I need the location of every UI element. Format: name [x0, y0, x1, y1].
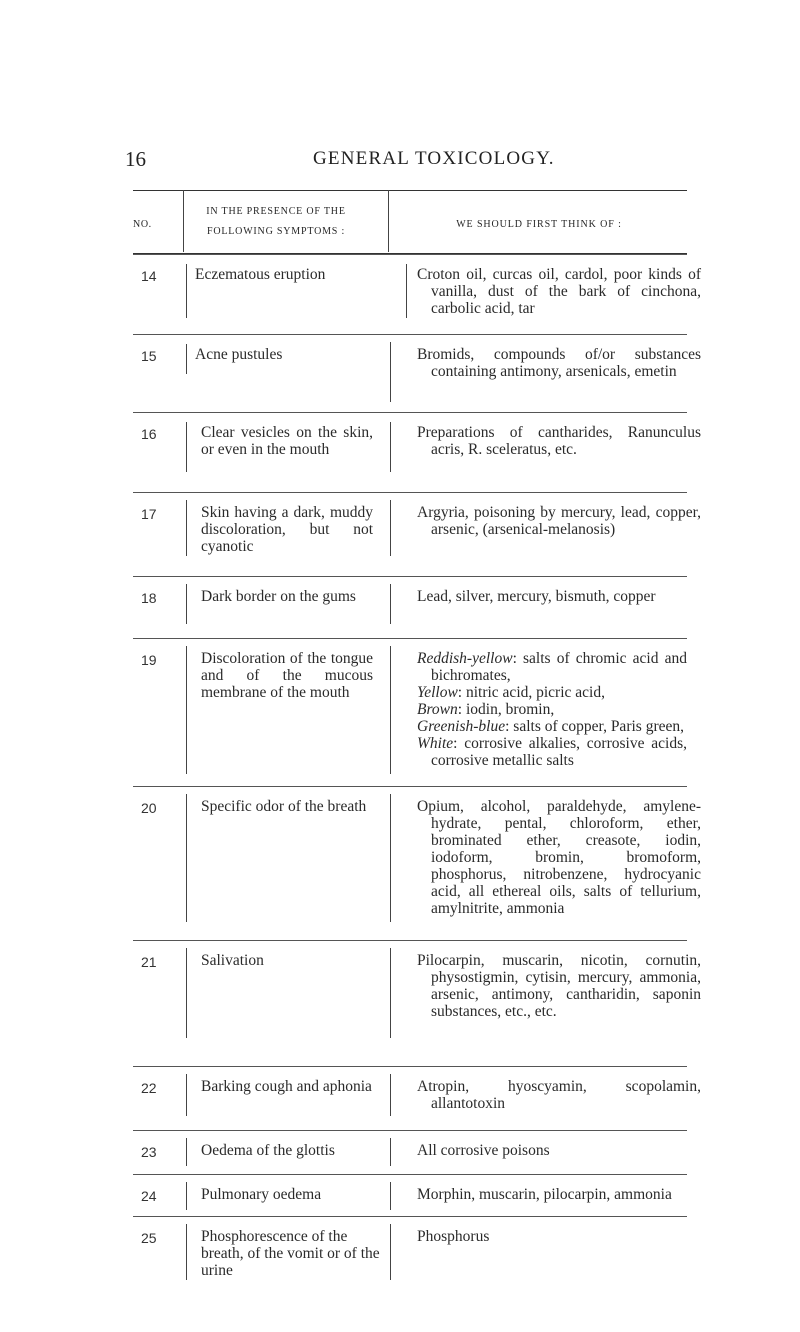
agent-line: Reddish-yellow: salts of chromic acid and bichromates, [417, 650, 688, 684]
row-agents: Croton oil, curcas oil, cardol, poor kinds of vanilla, dust of the bark of cinchona, carbolic acid, tar [417, 266, 701, 317]
header-symptoms-line1: IN THE PRESENCE OF THE [206, 206, 346, 217]
agent-color-label: Yellow [417, 684, 458, 701]
row-rule [133, 412, 687, 413]
agent-color-label: Greenish-blue [417, 718, 506, 735]
row-divider-right [390, 584, 391, 624]
row-number: 20 [141, 800, 157, 816]
table-row [133, 1130, 687, 1174]
row-agents: Bromids, compounds of/or substances containing antimony, arsenicals, emetin [417, 346, 701, 380]
agent-line: Brown: iodin, bromin, [417, 701, 555, 718]
row-divider-right [390, 794, 391, 922]
row-agents [417, 650, 687, 769]
row-rule [133, 334, 687, 335]
row-divider-right [390, 1182, 391, 1210]
row-number: 24 [141, 1188, 157, 1204]
row-divider-right [406, 264, 407, 318]
table-row [133, 576, 687, 638]
running-title: GENERAL TOXICOLOGY. [313, 148, 555, 169]
agent-text: salts of copper, Paris green, [513, 718, 684, 735]
row-rule [133, 492, 687, 493]
row-divider-right [390, 646, 391, 774]
row-symptom: Eczematous eruption [195, 266, 326, 283]
row-agents: Argyria, poisoning by mercury, lead, copper, arsenic, (arsenical-melanosis) [417, 504, 701, 538]
agent-text: nitric acid, picric acid, [465, 684, 605, 701]
agent-color-label: White [417, 735, 454, 752]
row-divider-left [186, 1224, 187, 1280]
row-number: 22 [141, 1080, 157, 1096]
row-symptom: Salivation [201, 952, 264, 969]
row-divider-left [186, 500, 187, 556]
row-number: 21 [141, 954, 157, 970]
row-rule [133, 254, 687, 255]
row-symptom: Acne pustules [195, 346, 283, 363]
header-think: WE SHOULD FIRST THINK OF : [456, 219, 622, 230]
row-divider-right [390, 422, 391, 472]
agent-text: corrosive alkalies, corrosive acids, corrosive metallic salts [431, 735, 687, 769]
table-row [133, 334, 701, 412]
row-symptom: Barking cough and aphonia [201, 1078, 372, 1095]
row-rule [133, 576, 687, 577]
row-divider-left [186, 422, 187, 472]
row-divider-left [186, 646, 187, 774]
row-symptom: Dark border on the gums [201, 588, 356, 605]
table-row [133, 1066, 701, 1130]
row-divider-left [186, 584, 187, 624]
row-agents: Lead, silver, mercury, bismuth, copper [417, 588, 656, 605]
row-number: 19 [141, 652, 157, 668]
row-symptom: Oedema of the glottis [201, 1142, 335, 1159]
row-rule [133, 1174, 687, 1175]
row-symptom: Specific odor of the breath [201, 798, 367, 815]
row-number: 15 [141, 348, 157, 364]
row-agents: Preparations of cantharides, Ranunculus acris, R. sceleratus, etc. [417, 424, 701, 458]
row-divider-left [186, 794, 187, 922]
agent-text: iodin, bromin, [465, 701, 555, 718]
row-divider-left [186, 264, 187, 318]
row-divider-left [186, 1182, 187, 1210]
table-row [133, 940, 701, 1066]
row-divider-left [186, 1074, 187, 1116]
row-divider-left [186, 948, 187, 1038]
row-divider-right [390, 500, 391, 556]
row-number: 18 [141, 590, 157, 606]
row-divider-right [390, 1224, 391, 1280]
row-symptom: Clear vesicles on the skin, or even in the mouth [201, 424, 373, 458]
row-rule [133, 786, 687, 787]
table-row [133, 492, 701, 576]
running-head [0, 147, 800, 177]
row-rule [133, 1216, 687, 1217]
row-divider-right [390, 948, 391, 1038]
row-number: 23 [141, 1144, 157, 1160]
row-agents: Phosphorus [417, 1228, 490, 1245]
row-symptom: Discoloration of the tongue and of the mucous membrane of the mouth [201, 650, 373, 701]
row-agents: Atropin, hyoscyamin, scopolamin, allantotoxin [417, 1078, 701, 1112]
header-divider-left [183, 190, 184, 252]
table-row [133, 1216, 687, 1286]
row-symptom: Pulmonary oedema [201, 1186, 322, 1203]
table-row [133, 1174, 687, 1216]
agent-line: Greenish-blue: salts of copper, Paris green, [417, 718, 684, 735]
row-number: 16 [141, 426, 157, 442]
table-row [133, 412, 701, 492]
page-number: 16 [125, 147, 146, 171]
row-agents: Pilocarpin, muscarin, nicotin, cornutin, physostigmin, cytisin, mercury, ammonia, arsenic, antimony, cantharidin, saponin substances, etc., etc. [417, 952, 701, 1020]
row-agents: Opium, alcohol, paraldehyde, amylene-hydrate, pental, chloroform, ether, brominated ether, creasote, iodin, iodoform, bromin, bromoform, phosphorus, nitrobenzene, hydrocyanic acid, all ethereal oils, salts of tellurium, amylnitrite, ammonia [417, 798, 701, 917]
agent-color-label: Reddish-yellow [417, 650, 513, 667]
row-number: 14 [141, 268, 157, 284]
row-symptom: Phosphorescence of the breath, of the vomit or of the urine [201, 1228, 380, 1279]
row-rule [133, 1130, 687, 1131]
agent-line: Yellow: nitric acid, picric acid, [417, 684, 605, 701]
agent-color-label: Brown [417, 701, 458, 718]
row-divider-left [186, 1138, 187, 1166]
row-rule [133, 638, 687, 639]
row-divider-right [390, 1138, 391, 1166]
header-symptoms-line2: FOLLOWING SYMPTOMS : [206, 226, 346, 237]
agent-text: salts of chromic acid and bichromates, [431, 650, 688, 684]
row-symptom: Skin having a dark, muddy discoloration, but not cyanotic [201, 504, 373, 555]
row-divider-right [390, 342, 391, 402]
header-divider-right [388, 190, 389, 252]
table-row [133, 786, 701, 940]
row-divider-left [186, 344, 187, 374]
row-rule [133, 940, 687, 941]
table-header [133, 202, 687, 248]
header-symptoms [186, 202, 366, 242]
row-agents: Morphin, muscarin, pilocarpin, ammonia [417, 1186, 672, 1203]
row-rule [133, 1066, 687, 1067]
row-number: 17 [141, 506, 157, 522]
header-no: NO. [133, 219, 152, 230]
table-top-rule [133, 190, 687, 191]
row-agents: All corrosive poisons [417, 1142, 550, 1159]
table-row [133, 254, 701, 334]
row-divider-right [390, 1074, 391, 1116]
table-row [133, 638, 687, 786]
row-number: 25 [141, 1230, 157, 1246]
agent-line: White: corrosive alkalies, corrosive acids, corrosive metallic salts [417, 735, 687, 769]
